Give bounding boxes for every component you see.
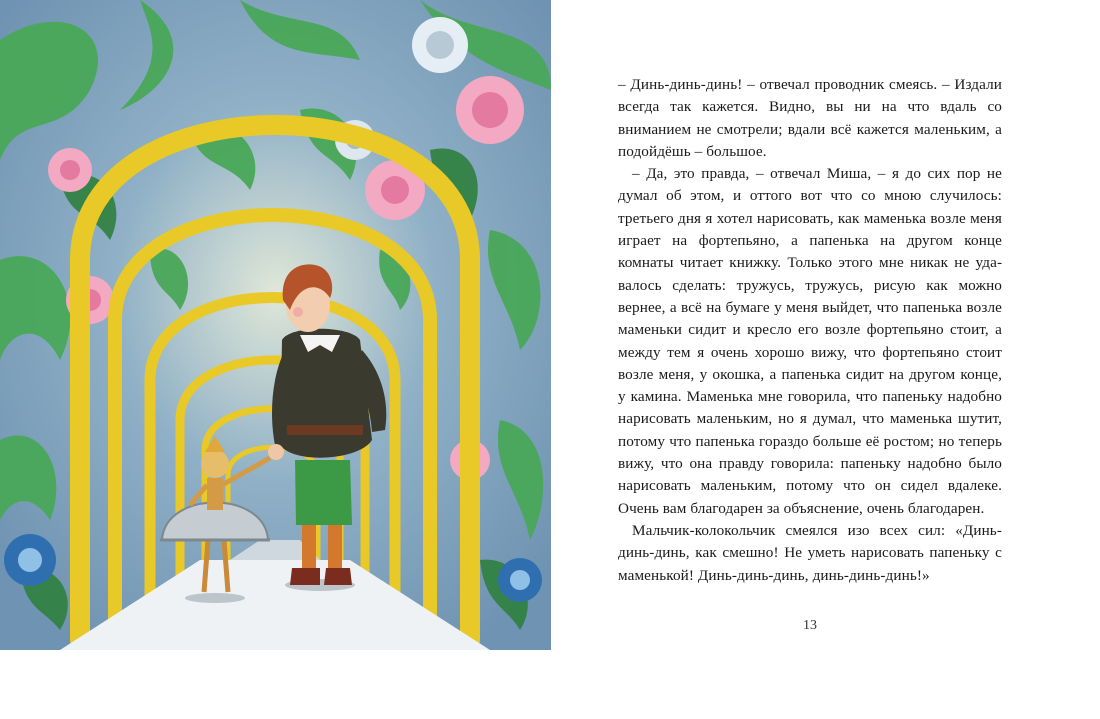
page-number: 13 xyxy=(803,618,817,633)
paragraph-3: Мальчик-колокольчик смеялся изо всех сил: «Динь-динь-динь, как смешно! Не уметь нарисовать папеньку с маменькой! Динь-динь-динь, динь-динь-динь!» xyxy=(618,521,1002,584)
text-column xyxy=(618,74,1002,587)
paragraph-2: – Да, это правда, – отвечал Миша, – я до сих пор не думал об этом, и оттого вот что со мною случилось: третьего дня я хотел нарисовать, как маменька возле меня играет на фортепьяно, а папенька на другом конце комнаты читает книжку. Только этого мне никак не удавалось сделать: тружусь, тружусь, рисую как можно вернее, а всё на бумаге у меня выйдет, что папенька возле маменьки сидит и кресло его возле фортепьяно стоит, а между тем я очень хорошо вижу, что фортепьяно стоит возле меня, у окошка, а папенька сидит на другом конце, у камина. Маменька мне говорила, что папеньку надобно нарисовать маленьким, но я думал, что маменька шутит, потому что папенька гораздо больше её ростом; но теперь вижу, что она правду говорила: папеньку надобно было нарисовать маленьким, потому что он сидел вдалеке. Очень вам благодарен за объяснение, очень благодарен. xyxy=(618,165,1002,517)
illustration-art xyxy=(0,0,551,650)
illustration xyxy=(0,0,551,650)
paragraph-1: – Динь-динь-динь! – отвечал проводник смеясь. – Издали всегда так кажется. Видно, вы ни на что вдаль со вниманием не смотрели; вдали всё кажется маленьким, а подойдёшь – большое. xyxy=(618,76,1002,160)
